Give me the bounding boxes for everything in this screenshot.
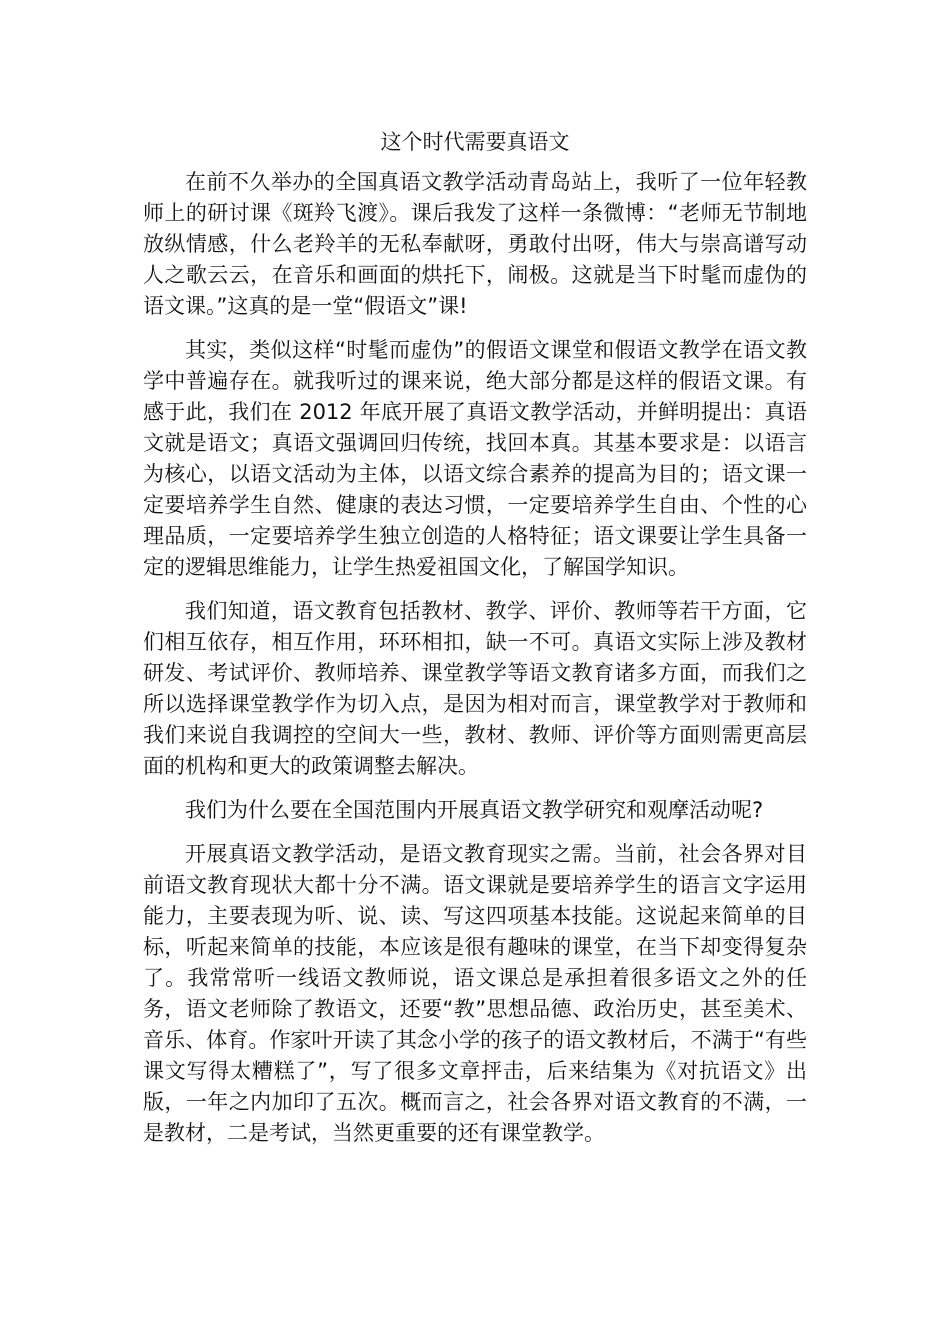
document-body: [143, 125, 807, 1162]
paragraph-1: 在前不久举办的全国真语文教学活动青岛站上，我听了一位年轻教师上的研讨课《斑羚飞渡》。课后我发了这样一条微博：“老师无节制地放纵情感，什么老羚羊的无私奉献呀，勇敢付出呀，伟大与崇高谱写动人之歌云云，在音乐和画面的烘托下，闹极。这就是当下时髦而虚伪的语文课。”这真的是一堂“假语文”课!: [143, 170, 807, 318]
paragraph-2: 其实，类似这样“时髦而虚伪”的假语文课堂和假语文教学在语文教学中普遍存在。就我听过的课来说，绝大部分都是这样的假语文课。有感于此，我们在 2012 年底开展了真语文教学活动，并鲜明提出：真语文就是语文；真语文强调回归传统，找回本真。其基本要求是：以语言为核心，以语文活动为主体，以语文综合素养的提高为目的；语文课一定要培养学生自然、健康的表达习惯，一定要培养学生自由、个性的心理品质，一定要培养学生独立创造的人格特征；语文课要让学生具备一定的逻辑思维能力，让学生热爱祖国文化，了解国学知识。: [143, 338, 807, 579]
paragraph-3: 我们知道，语文教育包括教材、教学、评价、教师等若干方面，它们相互依存，相互作用，环环相扣，缺一不可。真语文实际上涉及教材研发、考试评价、教师培养、课堂教学等语文教育诸多方面，而我们之所以选择课堂教学作为切入点，是因为相对而言，课堂教学对于教师和我们来说自我调控的空间大一些，教材、教师、评价等方面则需更高层面的机构和更大的政策调整去解决。: [143, 599, 807, 778]
paragraph-5: 开展真语文教学活动，是语文教育现实之需。当前，社会各界对目前语文教育现状大都十分不满。语文课就是要培养学生的语言文字运用能力，主要表现为听、说、读、写这四项基本技能。这说起来简单的目标，听起来简单的技能，本应该是很有趣味的课堂，在当下却变得复杂了。我常常听一线语文教师说，语文课总是承担着很多语文之外的任务，语文老师除了教语文，还要“教”思想品德、政治历史，甚至美术、音乐、体育。作家叶开读了其念小学的孩子的语文教材后，不满于“有些课文写得太糟糕了”，写了很多文章抨击，后来结集为《对抗语文》出版，一年之内加印了五次。概而言之，社会各界对语文教育的不满，一是教材，二是考试，当然更重要的还有课堂教学。: [143, 842, 807, 1145]
document-title: 这个时代需要真语文: [380, 130, 570, 154]
paragraph-4: 我们为什么要在全国范围内开展真语文教学研究和观摩活动呢?: [185, 798, 764, 822]
